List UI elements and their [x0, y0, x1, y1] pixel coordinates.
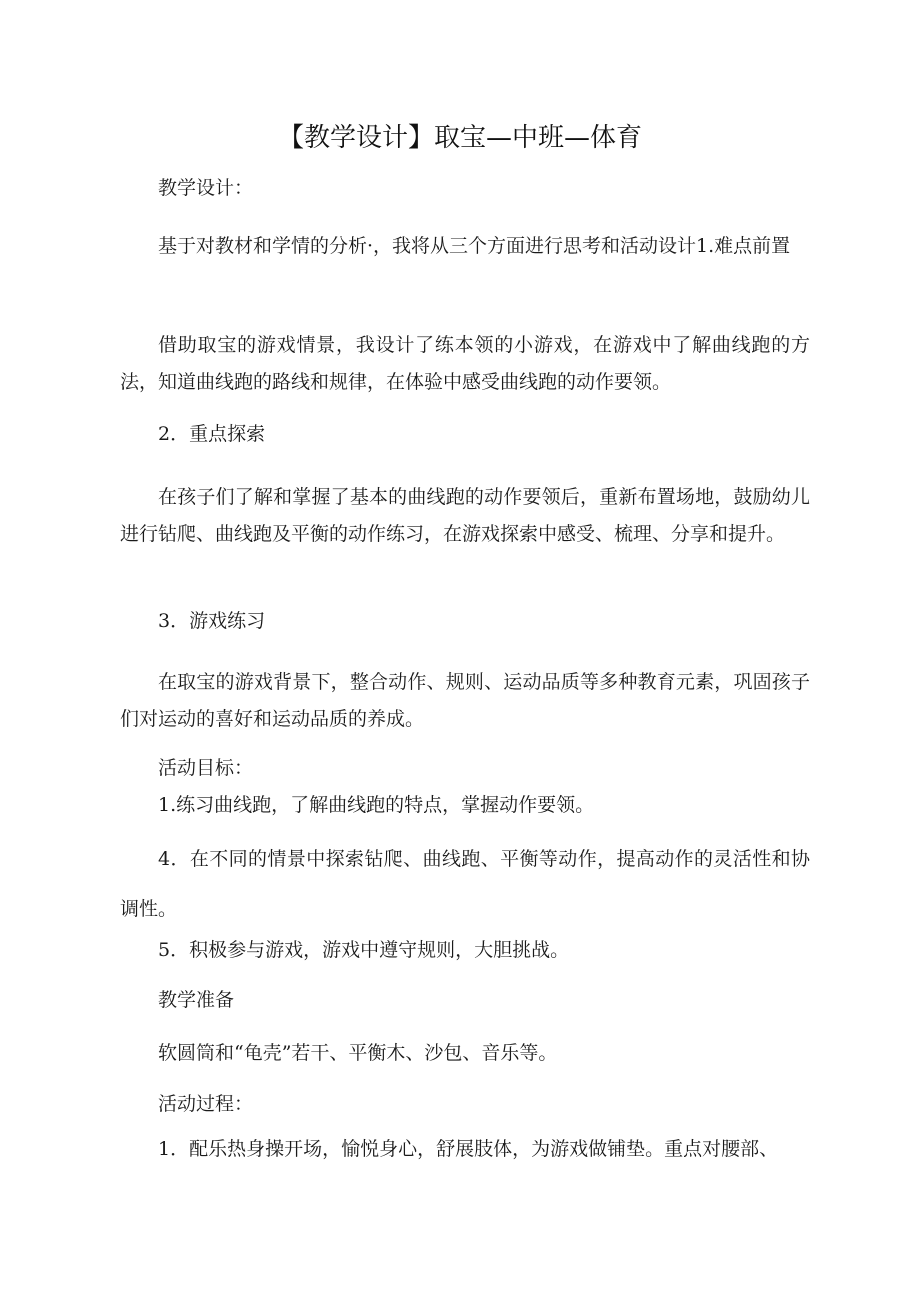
section-heading-teaching-design: 教学设计：: [158, 177, 254, 199]
objective-item-1: 1.练习曲线跑，了解曲线跑的特点，掌握动作要领。: [158, 794, 595, 816]
paragraph-preparation: 软圆筒和“龟壳”若干、平衡木、沙包、音乐等。: [158, 1042, 558, 1064]
objective-item-4: 4．在不同的情景中探索钻爬、曲线跑、平衡等动作，提高动作的灵活性和协调性。: [120, 848, 810, 920]
paragraph-key-exploration: 在孩子们了解和掌握了基本的曲线跑的动作要领后，重新布置场地，鼓励幼儿进行钻爬、曲线跑及平衡的动作练习，在游戏探索中感受、梳理、分享和提升。: [120, 486, 810, 545]
process-item-1: 1．配乐热身操开场，愉悦身心，舒展肢体，为游戏做铺垫。重点对腰部、: [158, 1138, 779, 1160]
section-heading-process: 活动过程：: [158, 1093, 254, 1115]
item-key-exploration: 2．重点探索: [158, 423, 266, 445]
page-title: 【教学设计】取宝—中班—体育: [277, 123, 642, 153]
item-game-practice: 3．游戏练习: [158, 610, 266, 632]
paragraph-design-intro: 基于对教材和学情的分析·，我将从三个方面进行思考和活动设计1.难点前置: [158, 235, 791, 257]
paragraph-game-practice: 在取宝的游戏背景下，整合动作、规则、运动品质等多种教育元素，巩固孩子们对运动的喜好和运动品质的养成。: [120, 671, 810, 730]
section-heading-objectives: 活动目标：: [158, 757, 254, 779]
section-heading-preparation: 教学准备: [158, 989, 235, 1011]
objective-item-5: 5．积极参与游戏，游戏中遵守规则，大胆挑战。: [158, 939, 570, 961]
paragraph-difficulty: 借助取宝的游戏情景，我设计了练本领的小游戏，在游戏中了解曲线跑的方法，知道曲线跑的路线和规律，在体验中感受曲线跑的动作要领。: [120, 334, 810, 393]
